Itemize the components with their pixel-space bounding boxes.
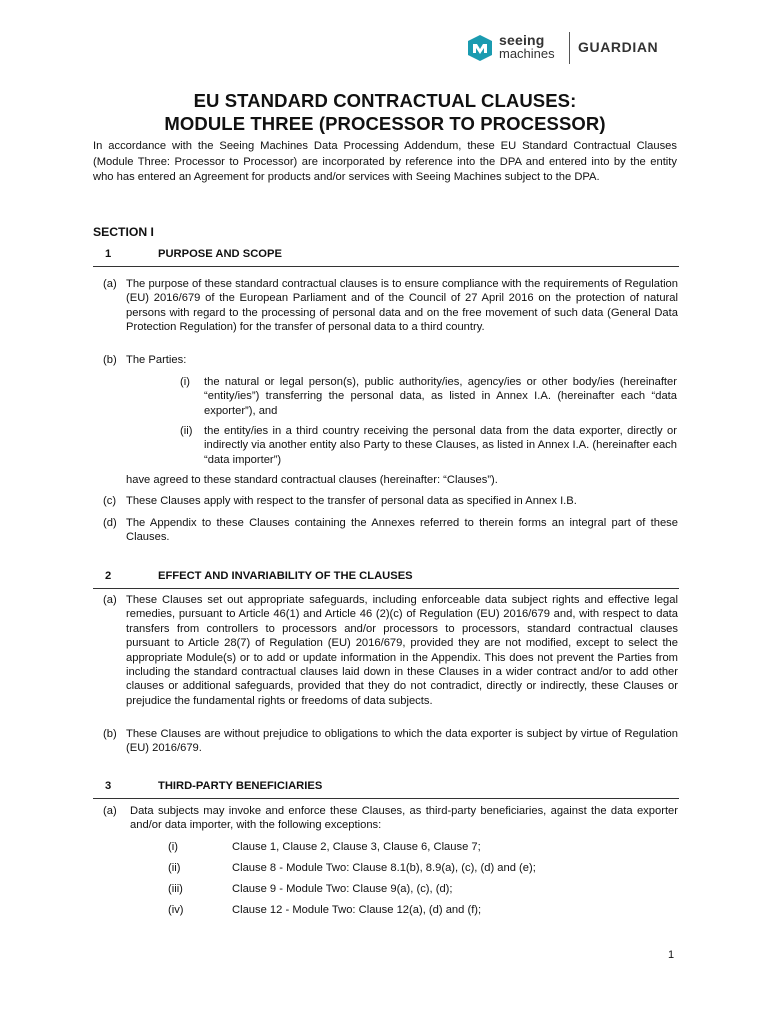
clause-title: THIRD-PARTY BENEFICIARIES [158,780,323,792]
exception-text: Clause 8 - Module Two: Clause 8.1(b), 8.9(a), (c), (d) and (e); [232,862,536,874]
clause-3-heading [93,780,679,799]
exception-label: (ii) [168,862,181,874]
item-text: The Parties: [126,354,187,366]
clause-number: 2 [105,570,112,582]
exception-text: Clause 12 - Module Two: Clause 12(a), (d) and (f); [232,904,482,916]
clause-2-heading [93,570,679,589]
clause-title: PURPOSE AND SCOPE [158,248,282,260]
clause-1-heading [93,248,679,267]
clause-number: 3 [105,780,112,792]
exception-text: Clause 9 - Module Two: Clause 9(a), (c), (d); [232,883,453,895]
item-text: the entity/ies in a third country receiving the personal data from the data exporter, directly or indirectly via another entity also Party to these Clauses, as listed in Annex I.A. (hereinafter each “data importer”) [204,425,677,466]
item-label: (b) [103,728,117,740]
intro-paragraph: In accordance with the Seeing Machines Data Processing Addendum, these EU Standard Contractual Clauses (Module Three: Processor to Processor) are incorporated by reference into the DPA and entered into by the entity who has entered an Agreement for products and/or services with Seeing Machines subject to the DPA. [93,140,677,184]
brand-name-line2: machines [499,46,555,61]
exception-label: (iv) [168,904,184,916]
exception-text: Clause 1, Clause 2, Clause 3, Clause 6, Clause 7; [232,841,481,853]
page-title-line1: EU STANDARD CONTRACTUAL CLAUSES: [193,90,577,111]
seeing-machines-logo-icon [466,34,494,62]
item-text: These Clauses are without prejudice to obligations to which the data exporter is subject by virtue of Regulation (EU) 2016/679. [126,728,678,755]
item-label: (a) [103,594,117,606]
item-label: (a) [103,278,117,290]
item-text: the natural or legal person(s), public authority/ies, agency/ies or other body/ies (hereinafter “entity/ies”) transferring the personal data, as listed in Annex I.A. (hereinafter each “data exporter”), and [204,376,677,417]
item-label: (a) [103,805,117,817]
logo-divider [569,32,570,64]
item-text: The purpose of these standard contractual clauses is to ensure compliance with the requirements of Regulation (EU) 2016/679 of the European Parliament and of the Council of 27 April 2016 on the protection of natural persons with regard to the processing of personal data and on the free movement of such data (General Data Protection Regulation) for the transfer of personal data to a third country. [126,278,678,334]
item-text: Data subjects may invoke and enforce these Clauses, as third-party beneficiaries, against the data exporter and/or data importer, with the following exceptions: [130,805,678,832]
item-label: (b) [103,354,117,366]
exception-label: (iii) [168,883,183,895]
clause-1-item-b-closing: have agreed to these standard contractual clauses (hereinafter: “Clauses”). [126,474,498,486]
clause-title: EFFECT AND INVARIABILITY OF THE CLAUSES [158,570,413,582]
item-text: These Clauses set out appropriate safeguards, including enforceable data subject rights and effective legal remedies, pursuant to Article 46(1) and Article 46 (2)(c) of Regulation (EU) 2016/679 and, with respect to data transfers from controllers to processors and/or processors to processors, standard contractual clauses pursuant to Article 28(7) of Regulation (EU) 2016/679, provided they are not modified, except to select the appropriate Module(s) or to add or update information in the Appendix. This does not prevent the Parties from including the standard contractual clauses laid down in these Clauses in a wider contract and/or to add other clauses or additional safeguards, provided that they do not contradict, directly or indirectly, these Clauses or prejudice the fundamental rights or freedoms of data subjects. [126,594,678,707]
item-text: These Clauses apply with respect to the transfer of personal data as specified in Annex I.B. [126,495,577,507]
section-heading: SECTION I [93,225,154,239]
brand-name-line1: seeing [499,32,545,48]
clause-number: 1 [105,248,112,260]
item-text: The Appendix to these Clauses containing the Annexes referred to therein forms an integral part of these Clauses. [126,517,678,544]
exception-label: (i) [168,841,178,853]
page-number: 1 [668,949,675,961]
item-label: (ii) [180,425,193,437]
item-label: (c) [103,495,117,507]
header-logos [466,30,686,66]
item-label: (d) [103,517,117,529]
page-title-line2: MODULE THREE (PROCESSOR TO PROCESSOR) [164,113,606,134]
item-label: (i) [180,376,190,388]
guardian-logo: GUARDIAN [578,39,659,55]
